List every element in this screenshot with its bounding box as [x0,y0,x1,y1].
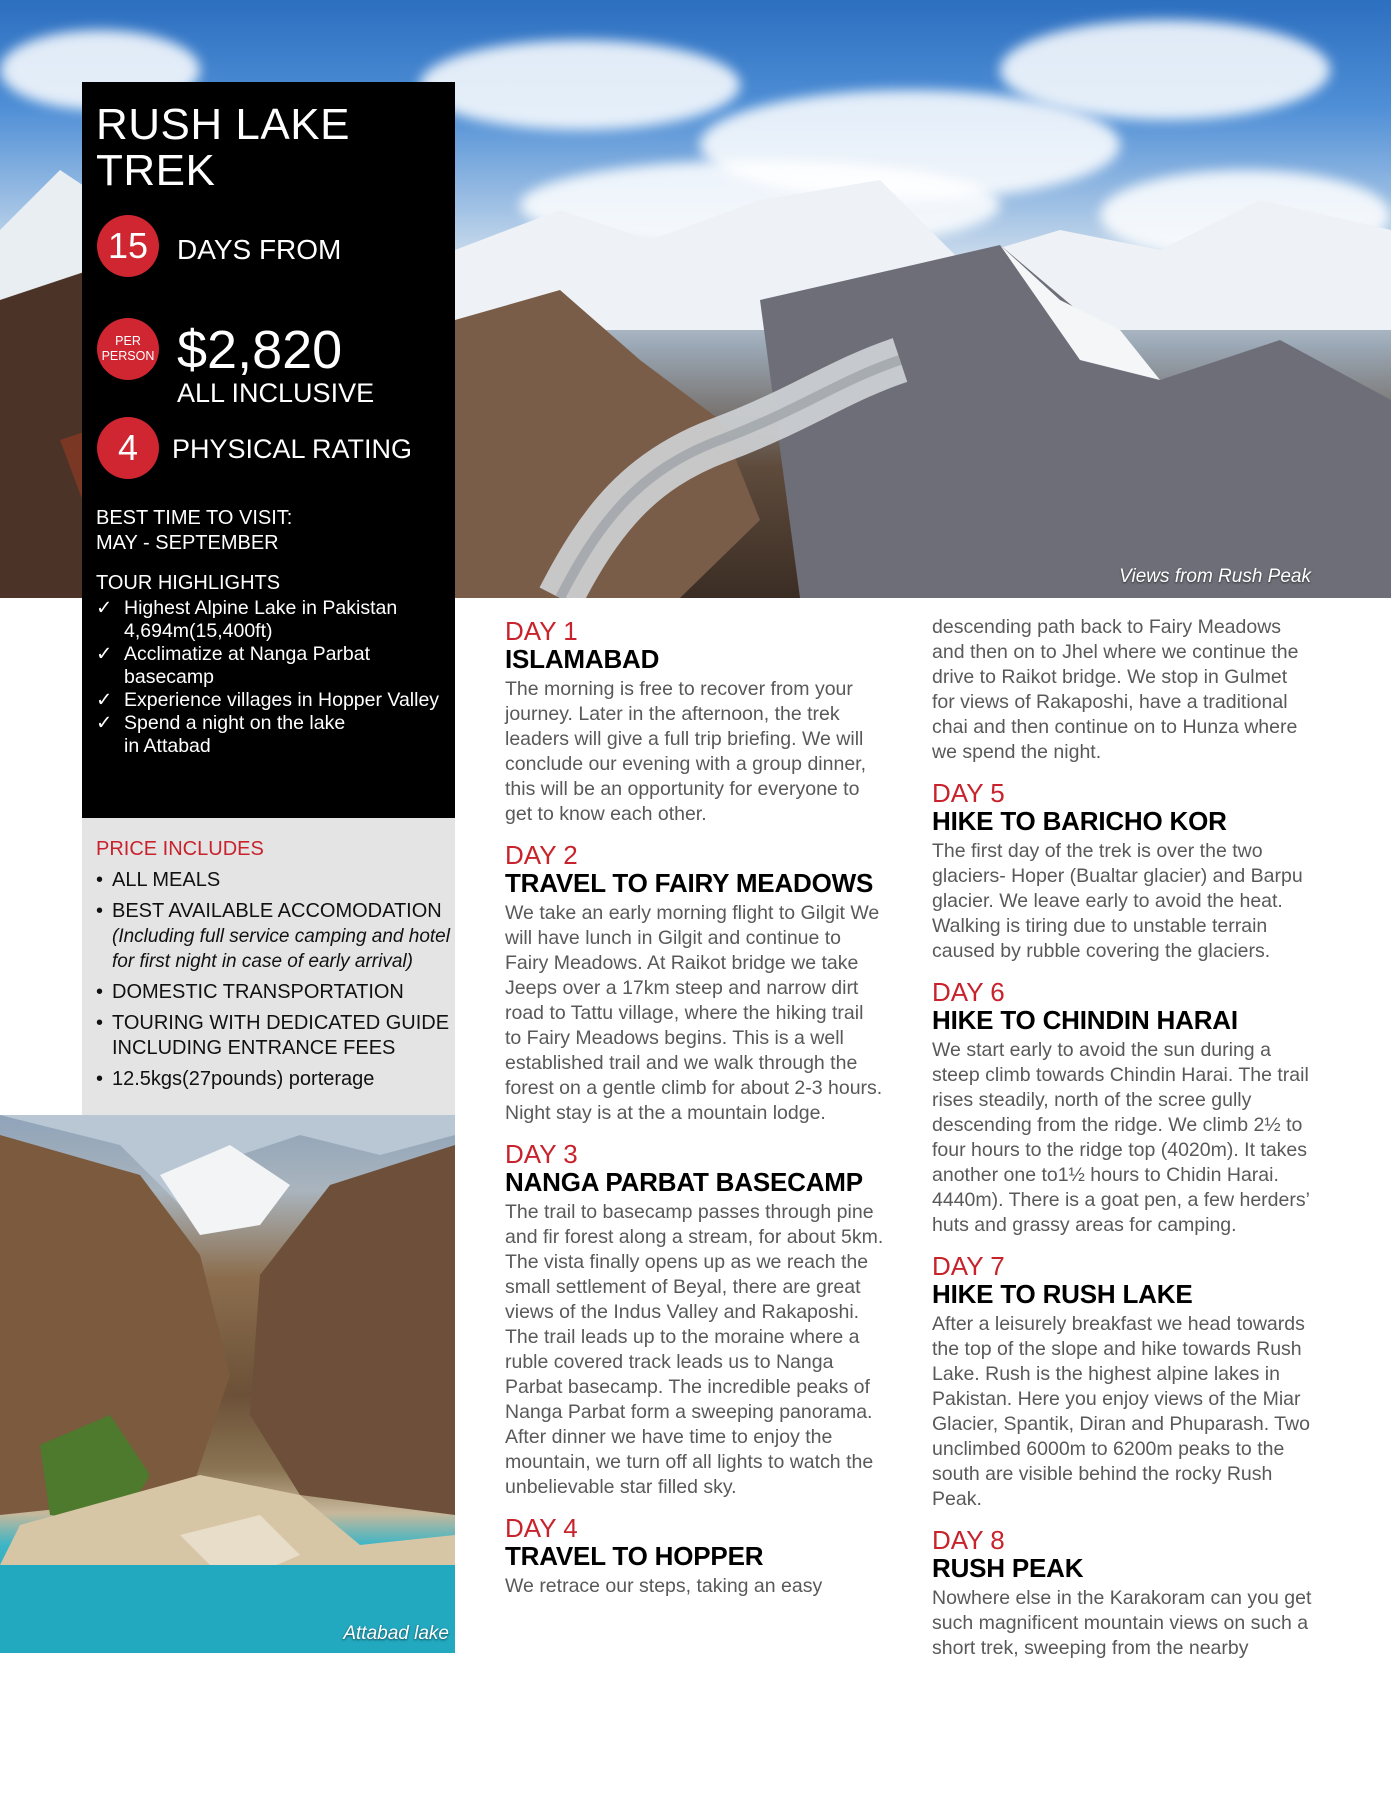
day-description: After a leisurely breakfast we head towards the top of the slope and hike towards Rush Lake. Rush is the highest alpine lakes in Pakistan. Here you enjoy views of the Miar Glacier, Spantik, Diran and Phuparash. Two unclimbed 6000m to 6200m peaks to the south are visible behind the rocky Rush Peak. [932,1313,1310,1510]
day-2 [505,841,885,1126]
day-number: DAY 6 [932,977,1005,1007]
day-title: TRAVEL TO FAIRY MEADOWS [505,868,874,898]
price-includes-title: PRICE INCLUDES [96,838,264,860]
highlight-item: ✓ Experience villages in Hopper Valley [96,689,440,711]
day-5 [932,779,1312,964]
day-description: The morning is free to recover from your journey. Later in the afternoon, the trek leaders will give a full trip briefing. We will conclude our evening with a group dinner, this will be an opportunity for everyone to get to know each other. [505,678,866,825]
checkmark-icon: ✓ [96,597,113,619]
checkmark-icon: ✓ [96,643,113,665]
trip-summary-panel [82,82,455,818]
itinerary-column-2 [932,615,1312,1675]
price-includes-box [82,818,455,1115]
lake-photo [0,1115,455,1653]
day-3 [505,1140,885,1500]
checkmark-icon: ✓ [96,689,113,711]
hero-caption: Views from Rush Peak [1119,566,1311,587]
day-7 [932,1252,1312,1512]
days-badge: 15 [97,215,159,277]
day-title: HIKE TO BARICHO KOR [932,806,1227,836]
include-item: • ALL MEALS [96,868,451,893]
day-title: NANGA PARBAT BASECAMP [505,1167,863,1197]
include-note: (Including full service camping and hotel for first night in case of early arrival) [112,926,450,972]
day-number: DAY 4 [505,1513,578,1543]
day-number: DAY 7 [932,1251,1005,1281]
checkmark-icon: ✓ [96,712,113,734]
per-person-badge: PER PERSON [97,318,159,380]
day-6 [932,978,1312,1238]
day-1 [505,617,885,827]
best-time: BEST TIME TO VISIT: MAY - SEPTEMBER [96,507,293,554]
highlights-title: TOUR HIGHLIGHTS [96,572,281,594]
itinerary-column-1 [505,617,885,1613]
day-4-continued [932,615,1312,765]
day-number: DAY 5 [932,778,1005,808]
day-description: The first day of the trek is over the two glaciers- Hoper (Bualtar glacier) and Barpu glacier. We leave early to avoid the heat. Walking is tiring due to unstable terrain caused by rubble covering the glaciers. [932,840,1303,962]
price-value: $2,820 [177,320,343,380]
include-item: • 12.5kgs(27pounds) porterage [96,1067,451,1092]
day-description: The trail to basecamp passes through pine and fir forest along a stream, for about 5km. The vista finally opens up as we reach the small settlement of Beyal, there are great views of the Indus Valley and Rakaposhi. The trail leads up to the moraine where a ruble covered track leads us to Nanga Parbat basecamp. The incredible peaks of Nanga Parbat form a sweeping panorama. After dinner we have time to enjoy the mountain, we turn off all lights to watch the unbelievable star filled sky. [505,1201,884,1498]
day-4 [505,1514,885,1599]
day-number: DAY 8 [932,1525,1005,1555]
lake-caption: Attabad lake [343,1623,449,1644]
day-number: DAY 2 [505,840,578,870]
day-description: Nowhere else in the Karakoram can you get such magnificent mountain views on such a short trek, sweeping from the nearby [932,1587,1312,1659]
include-item: • TOURING WITH DEDICATED GUIDE INCLUDING ENTRANCE FEES [96,1011,451,1061]
highlight-item: ✓ Highest Alpine Lake in Pakistan 4,694m(15,400ft) [96,597,398,642]
day-description: We retrace our steps, taking an easy [505,1575,823,1597]
day-description: descending path back to Fairy Meadows and then on to Jhel where we continue the drive to Raikot bridge. We stop in Gulmet for views of Rakaposhi, have a traditional chai and then continue on to Hunza where we spend the night. [932,616,1299,763]
day-title: HIKE TO RUSH LAKE [932,1279,1193,1309]
include-item: • BEST AVAILABLE ACCOMODATION (Including full service camping and hotel for first night in case of early arrival) [96,899,451,974]
day-title: ISLAMABAD [505,644,660,674]
day-number: DAY 1 [505,616,578,646]
day-description: We take an early morning flight to Gilgit We will have lunch in Gilgit and continue to Fairy Meadows. At Raikot bridge we take Jeeps over a 17km steep and narrow dirt road to Tattu village, where the hiking trail to Fairy Meadows begins. This is a well established trail and we walk through the forest on a gentle climb for about 2-3 hours. Night stay is at the a mountain lodge. [505,902,883,1124]
rating-badge: 4 [97,417,159,479]
day-title: HIKE TO CHINDIN HARAI [932,1005,1238,1035]
day-title: TRAVEL TO HOPPER [505,1541,764,1571]
rating-label: PHYSICAL RATING [172,434,413,464]
days-label: DAYS FROM [177,234,342,265]
highlight-item: ✓ Spend a night on the lake in Attabad [96,712,346,757]
day-description: We start early to avoid the sun during a steep climb towards Chindin Harai. The trail rises steadily, north of the scree gully descending from the ridge. We climb 2½ to four hours to the ridge top (4020m). It takes another one to1½ hours to Chidin Harai. 4440m). There is a goat pen, a few herders’ huts and grassy areas for camping. [932,1039,1310,1236]
day-8 [932,1526,1312,1661]
trip-title: RUSH LAKE TREK [96,100,350,195]
include-item: • DOMESTIC TRANSPORTATION [96,980,451,1005]
lake-scene [0,1115,455,1653]
day-title: RUSH PEAK [932,1553,1084,1583]
day-number: DAY 3 [505,1139,578,1169]
price-includes-list [96,868,451,1098]
price-note: ALL INCLUSIVE [177,378,375,408]
highlight-item: ✓ Acclimatize at Nanga Parbat basecamp [96,643,371,688]
highlights-list [96,597,451,758]
